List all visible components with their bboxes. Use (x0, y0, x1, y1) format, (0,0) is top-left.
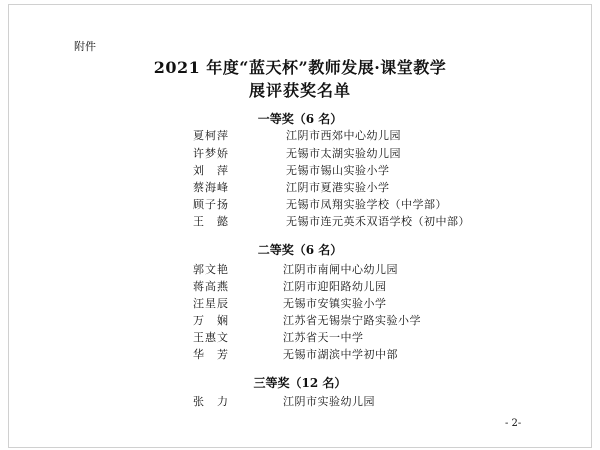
winner-unit: 江阴市西郊中心幼儿园 (286, 129, 401, 142)
winner-name: 顾子扬 (193, 198, 229, 211)
winner-unit: 无锡市太湖实验幼儿园 (286, 147, 401, 160)
winner-unit: 江苏省天一中学 (283, 331, 364, 344)
winner-unit: 无锡市连元英禾双语学校（初中部） (286, 215, 470, 228)
winner-unit: 江阴市实验幼儿园 (283, 395, 375, 408)
winner-unit: 无锡市湖滨中学初中部 (283, 348, 398, 361)
document-title-line2: 展评获奖名单 (248, 81, 351, 100)
section-heading-first-prize: 一等奖（6 名） (257, 112, 343, 126)
winner-name: 夏柯萍 (193, 129, 229, 142)
winner-unit: 无锡市凤翔实验学校（中学部） (286, 198, 447, 211)
winner-name: 汪星辰 (193, 297, 229, 310)
winner-name: 华 芳 (193, 348, 229, 361)
document-title: 2021 年度“蓝天杯”教师发展·课堂教学 (153, 58, 447, 77)
winner-name: 王惠文 (193, 331, 229, 344)
annex-label: 附件 (74, 40, 96, 53)
winner-name: 刘 萍 (193, 164, 229, 177)
winner-name: 万 娴 (193, 314, 229, 327)
winner-unit: 江阴市夏港实验小学 (286, 181, 390, 194)
section-heading-third-prize: 三等奖（12 名） (253, 376, 347, 390)
winner-name: 蒋高燕 (193, 280, 229, 293)
winner-unit: 江阴市南闸中心幼儿园 (283, 263, 398, 276)
winner-name: 蔡海峰 (193, 181, 229, 194)
winner-unit: 江苏省无锡崇宁路实验小学 (283, 314, 421, 327)
page-number: - 2- (505, 418, 522, 429)
winner-name: 郭文艳 (193, 263, 229, 276)
winner-name: 许梦娇 (193, 147, 229, 160)
winner-unit: 江阴市迎阳路幼儿园 (283, 280, 387, 293)
section-heading-second-prize: 二等奖（6 名） (257, 243, 343, 257)
winner-name: 王 懿 (193, 215, 229, 228)
winner-unit: 无锡市安镇实验小学 (283, 297, 387, 310)
winner-name: 张 力 (193, 395, 229, 408)
winner-unit: 无锡市锡山实验小学 (286, 164, 390, 177)
